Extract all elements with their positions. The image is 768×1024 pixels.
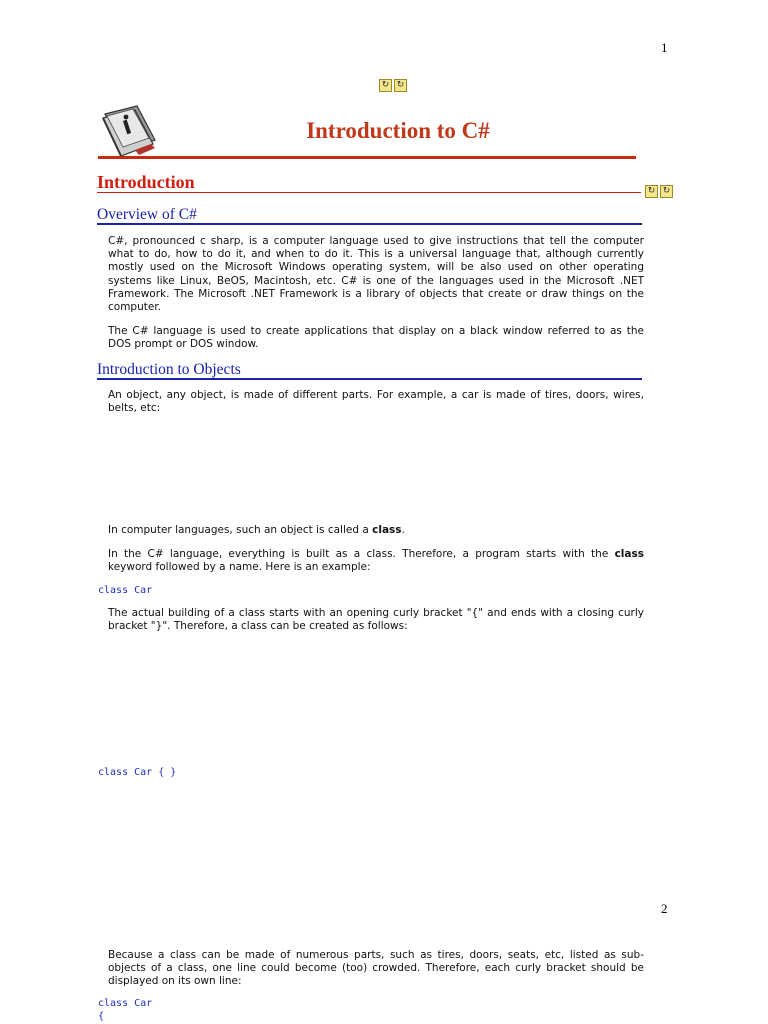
- objects-paragraph-3: [108, 548, 644, 574]
- subheading-objects: Introduction to Objects: [97, 361, 241, 378]
- overview-paragraph-2: The C# language is used to create applications that display on a black window referred to as the DOS prompt or DOS window.: [108, 325, 644, 351]
- p2-text: In computer languages, such an object is called a: [108, 524, 373, 536]
- page-number-2: 2: [661, 901, 668, 916]
- title-rule: [98, 156, 636, 159]
- refresh-icon[interactable]: ↻: [394, 79, 407, 92]
- objects-paragraph-1: An object, any object, is made of different parts. For example, a car is made of tires, doors, wires, belts, etc:: [108, 389, 644, 415]
- code-snippet-2: class Car { }: [98, 767, 177, 778]
- refresh-icon[interactable]: ↻: [379, 79, 392, 92]
- page-title: Introduction to C#: [306, 118, 490, 143]
- objects-rule: [97, 378, 642, 380]
- nav-icons-section: [645, 185, 673, 198]
- keyword-class: class: [372, 524, 402, 536]
- objects-paragraph-4: The actual building of a class starts with an opening curly bracket "{" and ends with a closing curly bracket "}". Therefore, a class can be created as follows:: [108, 607, 644, 633]
- subheading-overview: Overview of C#: [97, 206, 197, 223]
- section-heading-introduction: Introduction: [97, 172, 195, 192]
- objects-paragraph-2: [108, 524, 644, 537]
- refresh-icon[interactable]: ↻: [660, 185, 673, 198]
- introduction-rule: [97, 192, 641, 193]
- page2-paragraph-1: Because a class can be made of numerous parts, such as tires, doors, seats, etc, listed as sub-objects of a class, one line could become (too) crowded. Therefore, each curly bracket should be displayed on its own line:: [108, 949, 644, 988]
- p3-end: keyword followed by a name. Here is an example:: [108, 561, 371, 574]
- p3-text: In the C# language, everything is built as a class. Therefore, a program starts with the: [108, 548, 615, 560]
- keyword-class: class: [614, 548, 644, 560]
- page-number: 1: [661, 40, 668, 55]
- code-snippet-3: class Car: [98, 998, 153, 1009]
- code-snippet-4: {: [98, 1011, 105, 1022]
- overview-paragraph-1: C#, pronounced c sharp, is a computer language used to give instructions that tell the computer what to do, how to do it, and when to do it. This is a universal language that, although currently mostly used on the Microsoft Windows operating system, will be also used on other operating systems like Linux, BeOS, Macintosh, etc. C# is one of the languages used in the Microsoft .NET Framework. The Microsoft .NET Framework is a library of objects that create or draw things on the computer.: [108, 235, 644, 314]
- nav-icons-top: [379, 79, 407, 92]
- overview-rule: [97, 223, 642, 225]
- p2-end: .: [401, 524, 405, 536]
- code-snippet-1: class Car: [98, 585, 153, 596]
- refresh-icon[interactable]: ↻: [645, 185, 658, 198]
